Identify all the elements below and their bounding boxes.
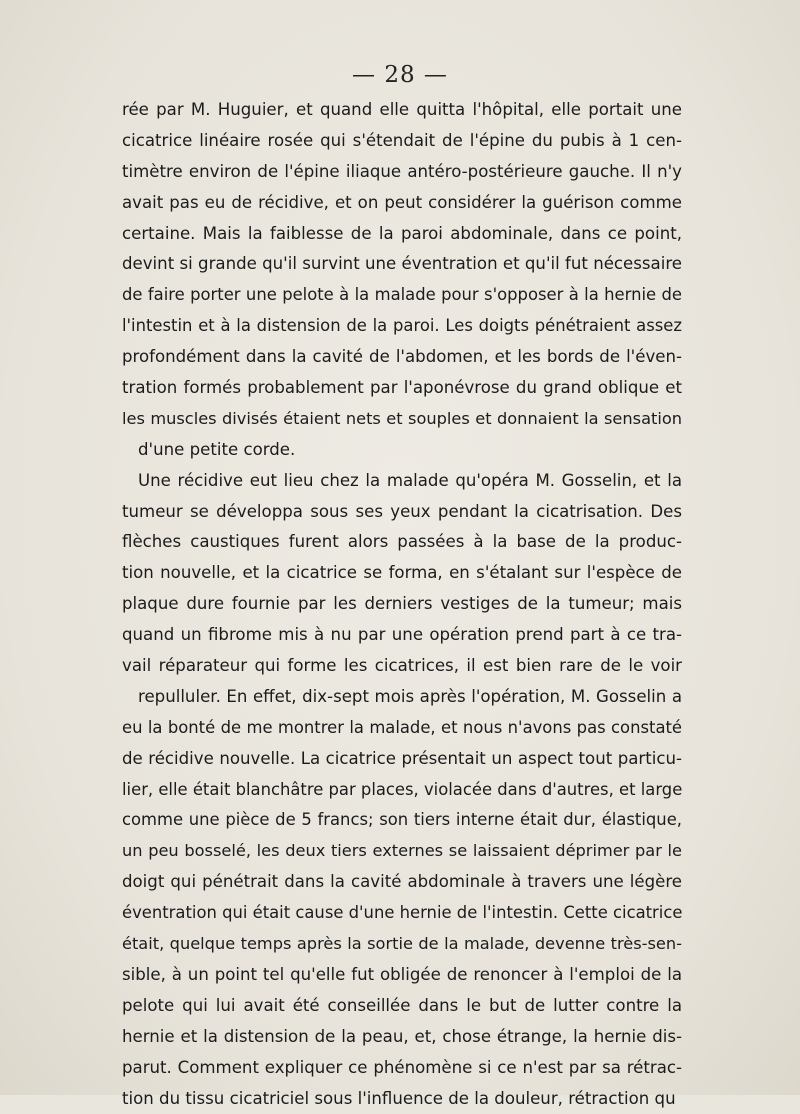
text-line: comme une pièce de 5 francs; son tiers interne était dur, élastique, [122, 805, 682, 836]
page-number: — 28 — [0, 62, 800, 88]
text-line: un peu bosselé, les deux tiers externes se laissaient déprimer par le [122, 836, 682, 867]
text-line: rée par M. Huguier, et quand elle quitta l'hôpital, elle portait une [122, 95, 682, 126]
text-line: devint si grande qu'il survint une éventration et qu'il fut nécessaire [122, 249, 682, 280]
text-line: éventration qui était cause d'une hernie de l'intestin. Cette cicatrice [122, 898, 682, 929]
text-line: tumeur se développa sous ses yeux pendant la cicatrisation. Des [122, 497, 682, 528]
text-line: tration formés probablement par l'aponévrose du grand oblique et [122, 373, 682, 404]
text-line: avait pas eu de récidive, et on peut considérer la guérison comme [122, 188, 682, 219]
text-line: timètre environ de l'épine iliaque antéro-postérieure gauche. Il n'y [122, 157, 682, 188]
text-line: doigt qui pénétrait dans la cavité abdominale à travers une légère [122, 867, 682, 898]
text-line: l'intestin et à la distension de la paroi. Les doigts pénétraient assez [122, 311, 682, 342]
text-line: Une récidive eut lieu chez la malade qu'opéra M. Gosselin, et la [122, 466, 682, 497]
text-line: hernie et la distension de la peau, et, chose étrange, la hernie dis- [122, 1022, 682, 1053]
text-line: eu la bonté de me montrer la malade, et nous n'avons pas constaté [122, 713, 682, 744]
text-line: cicatrice linéaire rosée qui s'étendait de l'épine du pubis à 1 cen- [122, 126, 682, 157]
text-line: de récidive nouvelle. La cicatrice présentait un aspect tout particu- [122, 744, 682, 775]
text-line: vail réparateur qui forme les cicatrices, il est bien rare de le voir [122, 651, 682, 682]
text-line: était, quelque temps après la sortie de la malade, devenne très-sen- [122, 929, 682, 960]
text-line: d'une petite corde. [122, 435, 682, 466]
paragraph-1 [122, 95, 682, 466]
text-line: parut. Comment expliquer ce phénomène si ce n'est par sa rétrac- [122, 1053, 682, 1084]
text-line: repulluler. En effet, dix-sept mois après l'opération, M. Gosselin a [122, 682, 682, 713]
text-line: profondément dans la cavité de l'abdomen, et les bords de l'éven- [122, 342, 682, 373]
text-line: sible, à un point tel qu'elle fut obligée de renoncer à l'emploi de la [122, 960, 682, 991]
text-line: plaque dure fournie par les derniers vestiges de la tumeur; mais [122, 589, 682, 620]
text-line: flèches caustiques furent alors passées à la base de la produc- [122, 527, 682, 558]
text-line: quand un fibrome mis à nu par une opération prend part à ce tra- [122, 620, 682, 651]
body-text [122, 95, 682, 1114]
text-line: lier, elle était blanchâtre par places, violacée dans d'autres, et large [122, 775, 682, 806]
text-line: pelote qui lui avait été conseillée dans le but de lutter contre la [122, 991, 682, 1022]
text-line: certaine. Mais la faiblesse de la paroi abdominale, dans ce point, [122, 219, 682, 250]
text-line: tion du tissu cicatriciel sous l'influence de la douleur, rétraction qu [122, 1084, 682, 1114]
text-line: tion nouvelle, et la cicatrice se forma, en s'étalant sur l'espèce de [122, 558, 682, 589]
text-line: de faire porter une pelote à la malade pour s'opposer à la hernie de [122, 280, 682, 311]
text-line: les muscles divisés étaient nets et souples et donnaient la sensation [122, 404, 682, 435]
paragraph-2 [122, 466, 682, 1114]
